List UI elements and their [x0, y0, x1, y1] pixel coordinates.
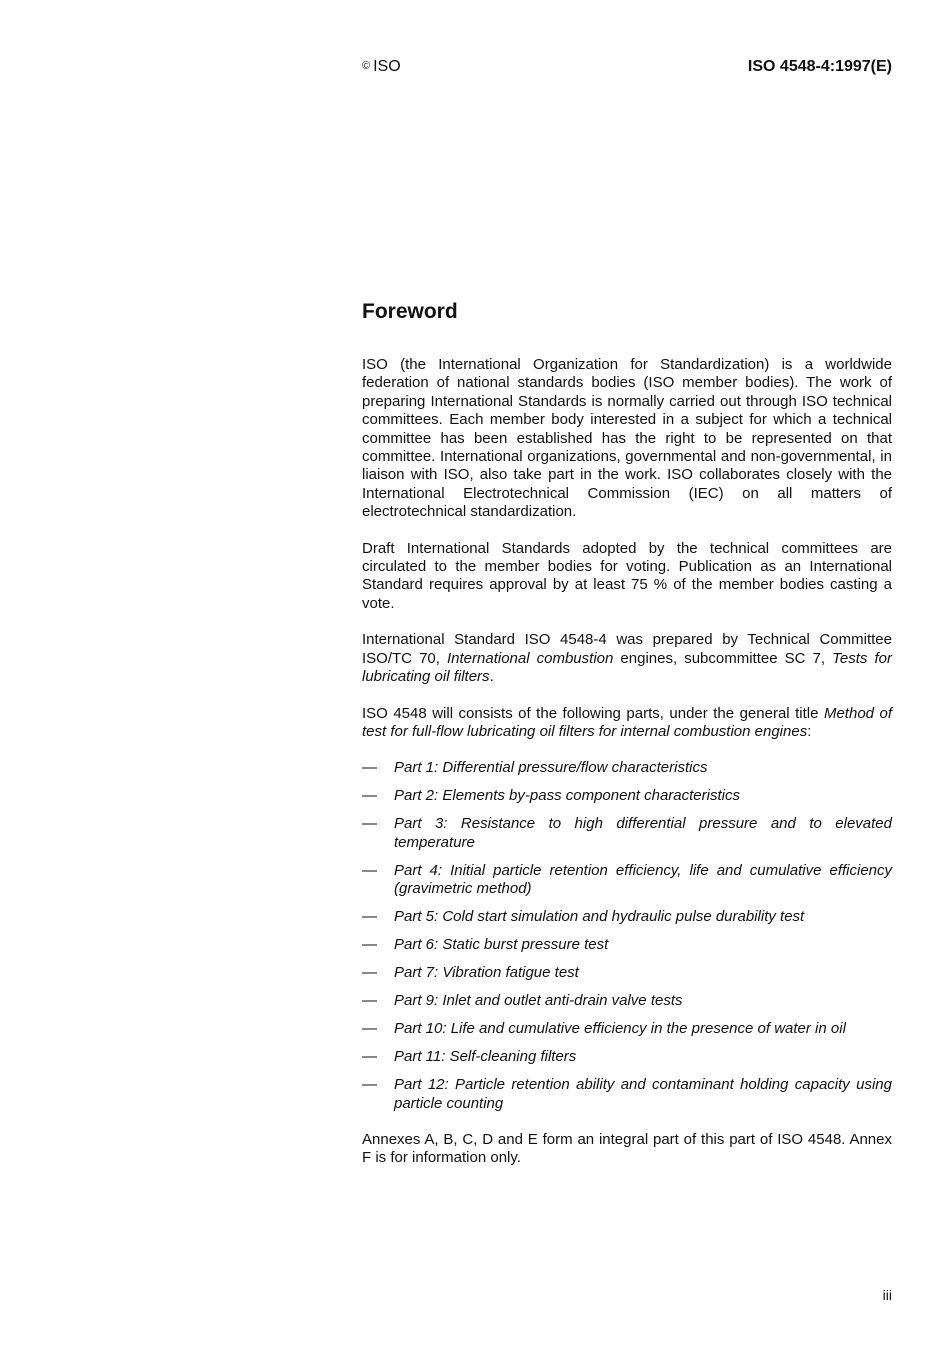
list-item [362, 1076, 892, 1113]
general-title: Method of test for full-flow lubricating oil filters for internal combustion engines [362, 704, 893, 740]
list-item-text: Part 7: Vibration fatigue test [394, 964, 579, 982]
paragraph-annexes: Annexes A, B, C, D and E form an integral part of this part of ISO 4548. Annex F is for information only. [362, 1130, 892, 1167]
list-dash: — [362, 815, 377, 833]
paragraph-prepared-by [362, 631, 892, 686]
list-item [362, 964, 892, 982]
paragraph-draft-standards: Draft International Standards adopted by the technical committees are circulated to the member bodies for voting. Publication as an International Standard requires approval by at least 75 % of the member bodies casting a vote. [362, 539, 892, 612]
committee-title: International combustion [447, 649, 614, 667]
copyright-symbol: © [362, 60, 371, 72]
list-dash: — [362, 1048, 377, 1066]
header-doc-id: ISO 4548-4:1997(E) [747, 58, 892, 75]
list-item [362, 1020, 892, 1038]
list-dash: — [362, 759, 377, 777]
list-item [362, 815, 892, 852]
list-item [362, 759, 892, 777]
header-copyright [362, 58, 401, 76]
list-dash: — [362, 861, 377, 879]
list-dash: — [362, 936, 377, 954]
list-dash: — [362, 1076, 377, 1094]
text-span: : [807, 722, 812, 740]
foreword-section [362, 299, 892, 1186]
list-dash: — [362, 992, 377, 1010]
list-item [362, 862, 892, 899]
page-title: Foreword [362, 300, 458, 323]
subcommittee-title: Tests for lubricating oil filters [362, 649, 892, 686]
list-item-text: Part 4: Initial particle retention efficiency, life and cumulative efficiency (gravimetric method) [394, 861, 892, 898]
parts-list [362, 759, 892, 1113]
text-span: engines, subcommittee SC 7, [613, 649, 833, 667]
list-item [362, 787, 892, 805]
list-item [362, 992, 892, 1010]
list-item-text: Part 3: Resistance to high differential pressure and to elevated temperature [394, 815, 892, 851]
list-item-text: Part 9: Inlet and outlet anti-drain valve tests [394, 992, 683, 1010]
list-item-text: Part 10: Life and cumulative efficiency in the presence of water in oil [394, 1020, 846, 1038]
page-number: iii [882, 1287, 892, 1303]
list-item [362, 1048, 892, 1066]
text-span: ISO 4548 will consists of the following parts, under the general title [362, 704, 824, 722]
list-item-text: Part 6: Static burst pressure test [394, 936, 609, 954]
list-dash: — [362, 787, 377, 805]
list-item [362, 936, 892, 954]
text-span: . [489, 668, 494, 686]
list-dash: — [362, 908, 377, 926]
header-org: ISO [373, 58, 401, 75]
list-item [362, 908, 892, 926]
list-item-text: Part 2: Elements by-pass component characteristics [394, 787, 740, 805]
list-item-text: Part 5: Cold start simulation and hydraulic pulse durability test [394, 908, 805, 926]
list-dash: — [362, 964, 377, 982]
list-item-text: Part 12: Particle retention ability and contaminant holding capacity using particle counting [394, 1076, 892, 1112]
list-dash: — [362, 1020, 377, 1038]
list-item-text: Part 1: Differential pressure/flow characteristics [394, 759, 708, 777]
list-item-text: Part 11: Self-cleaning filters [394, 1048, 577, 1066]
paragraph-iso-intro: ISO (the International Organization for Standardization) is a worldwide federation of national standards bodies (ISO member bodies). The work of preparing International Standards is normally carried out through ISO technical committees. Each member body interested in a subject for which a technical committee has been established has the right to be represented on that committee. International organizations, governmental and non-governmental, in liaison with ISO, also take part in the work. ISO collaborates closely with the International Electrotechnical Commission (IEC) on all matters of electrotechnical standardization. [362, 356, 892, 521]
paragraph-parts-intro [362, 705, 892, 742]
text-span: International Standard ISO 4548-4 was prepared by Technical Committee ISO/TC 70, [362, 631, 892, 667]
